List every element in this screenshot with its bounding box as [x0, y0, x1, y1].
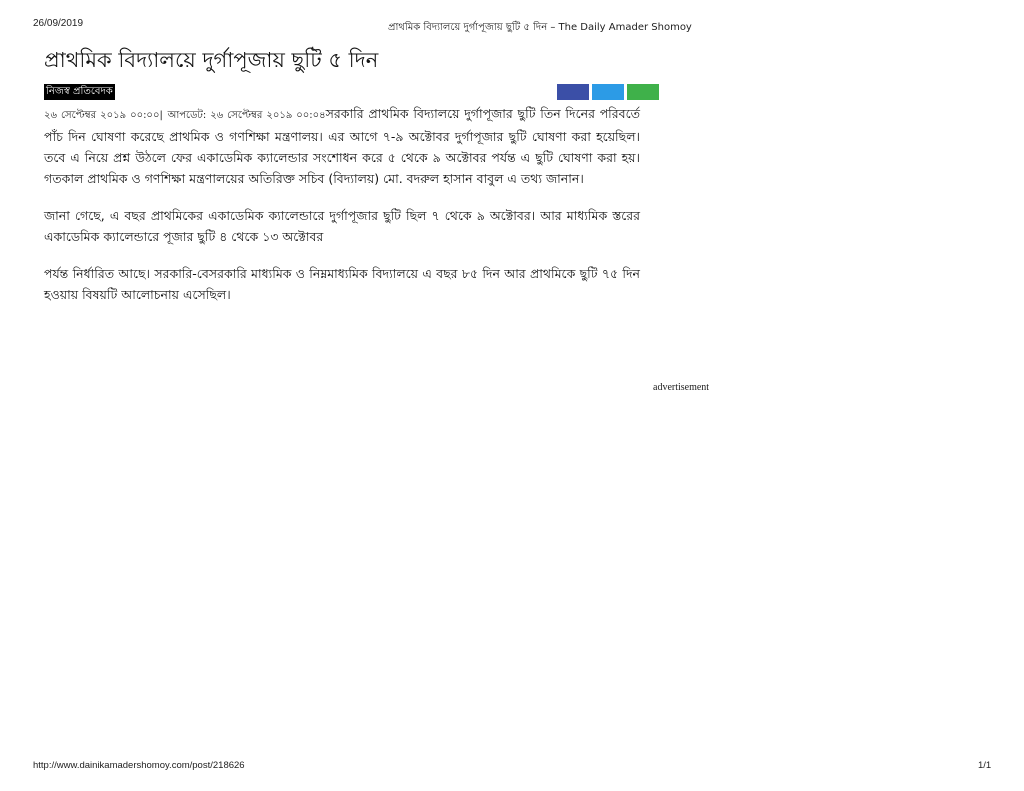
- paragraph-text: সরকারি প্রাথমিক বিদ্যালয়ে দুর্গাপূজার ছুটি তিন দিনের পরিবর্তে পাঁচ দিন ঘোষণা করেছে প্রাথমিক ও গণশিক্ষা মন্ত্রণালয়। এর আগে ৭-৯ অক্টোবর দুর্গাপূজার ছুটি ঘোষণা করা হয়েছিল। তবে এ নিয়ে প্রশ্ন উঠলে ফের একাডেমিক ক্যালেন্ডার সংশোধন করে ৫ থেকে ৯ অক্টোবর পর্যন্ত এ ছুটি ঘোষণা করা হয়। গতকাল প্রাথমিক ও গণশিক্ষা মন্ত্রণালয়ের অতিরিক্ত সচিব (বিদ্যালয়) মো. বদরুল হাসান বাবুল এ তথ্য জানান।: [44, 106, 640, 186]
- article-headline: প্রাথমিক বিদ্যালয়ে দুর্গাপূজায় ছুটি ৫ দিন: [44, 48, 379, 72]
- byline-badge: নিজস্ব প্রতিবেদক: [44, 84, 115, 100]
- print-page-title: প্রাথমিক বিদ্যালয়ে দুর্গাপূজায় ছুটি ৫ দিন – The Daily Amader Shomoy: [388, 22, 692, 33]
- share-buttons: [557, 84, 659, 100]
- publish-date: ২৬ সেপ্টেম্বর ২০১৯ ০০:০০: [44, 110, 160, 121]
- print-page-number: 1/1: [978, 760, 992, 771]
- facebook-share-button[interactable]: [557, 84, 589, 100]
- article-paragraph: পর্যন্ত নির্ধারিত আছে। সরকারি-বেসরকারি মাধ্যমিক ও নিম্নমাধ্যমিক বিদ্যালয়ে এ বছর ৮৫ দিন আর প্রাথমিকে ছুটি ৭৫ দিন হওয়ায় বিষয়টি আলোচনায় এসেছিল।: [44, 266, 640, 302]
- print-date: 26/09/2019: [33, 18, 84, 29]
- date-separator: |: [159, 110, 163, 121]
- whatsapp-share-button[interactable]: [627, 84, 659, 100]
- article-paragraph: জানা গেছে, এ বছর প্রাথমিকের একাডেমিক ক্যালেন্ডারে দুর্গাপূজার ছুটি ছিল ৭ থেকে ৯ অক্টোবর। আর মাধ্যমিক স্তরের একাডেমিক ক্যালেন্ডারে পূজার ছুটি ৪ থেকে ১৩ অক্টোবর: [44, 208, 640, 244]
- article-paragraph: [44, 103, 640, 189]
- article-body: [44, 103, 640, 305]
- update-date: আপডেট: ২৬ সেপ্টেম্বর ২০১৯ ০০:০৪: [167, 110, 326, 121]
- article: [44, 44, 640, 305]
- byline-row: [44, 84, 640, 102]
- twitter-share-button[interactable]: [592, 84, 624, 100]
- print-footer-url: http://www.dainikamadershomoy.com/post/218626: [33, 760, 245, 771]
- advertisement-label: advertisement: [653, 382, 710, 393]
